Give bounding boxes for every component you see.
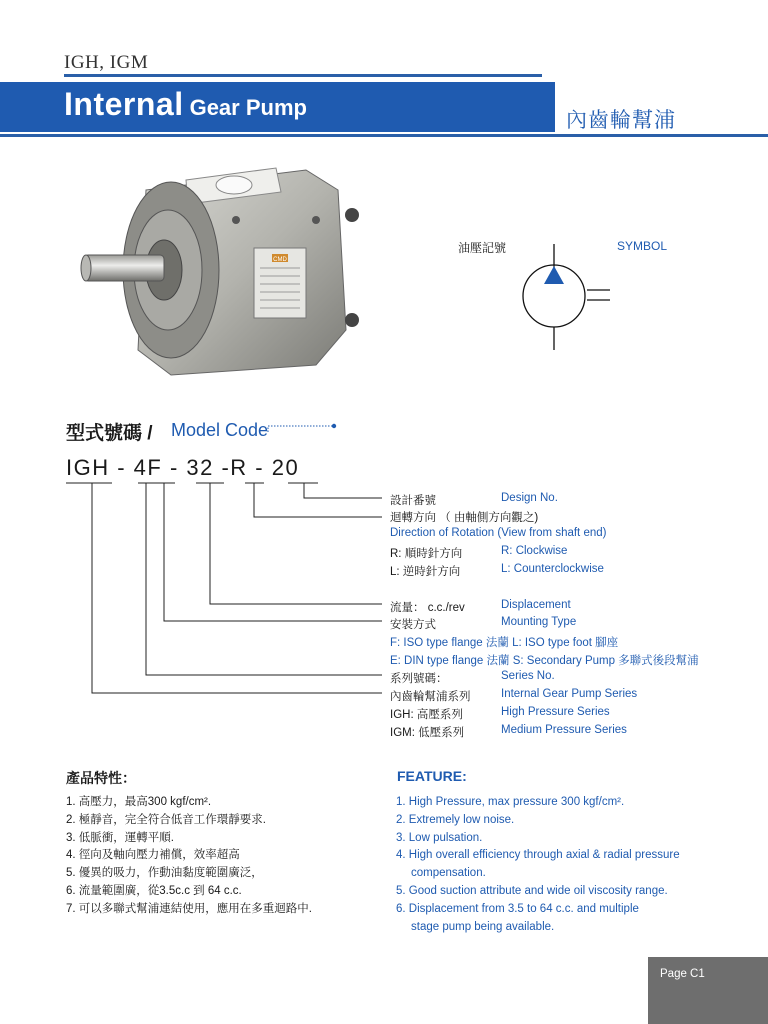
legend-ccw-zh: L: 逆時針方向 xyxy=(390,566,461,578)
legend-igm-zh: IGM: 低壓系列 xyxy=(390,727,465,739)
feature-en-item: 4. High overall efficiency through axial & radial pressure xyxy=(396,849,680,862)
feature-zh-item: 7. 可以多聯式幫浦連結使用，應用在多重迴路中. xyxy=(66,902,312,915)
feature-zh-item: 5. 優異的吸力，作動油黏度範圍廣泛， xyxy=(66,867,263,880)
legend-mounting-zh: 安裝方式 xyxy=(390,619,436,631)
page-title-sub: Gear Pump xyxy=(189,95,307,120)
page-number: Page C1 xyxy=(660,968,705,980)
legend-igm-en: Medium Pressure Series xyxy=(501,724,627,736)
feature-zh-item: 4. 徑向及軸向壓力補償，效率超高 xyxy=(66,849,240,862)
features-title-en: FEATURE: xyxy=(397,768,467,784)
feature-en-item: 3. Low pulsation. xyxy=(396,831,483,844)
legend-displacement-en: Displacement xyxy=(501,599,571,611)
legend-rotation-zh: 迴轉方向 （ 由軸側方向觀之) xyxy=(390,512,539,524)
legend-series-zh: 系列號碼： xyxy=(390,673,448,685)
legend-igh-en: High Pressure Series xyxy=(501,706,610,718)
page-title-zh: 內齒輪幫浦 xyxy=(566,109,676,132)
feature-en-item: 5. Good suction attribute and wide oil viscosity range. xyxy=(396,884,668,897)
dotted-leader xyxy=(266,422,344,436)
page-title xyxy=(64,86,307,123)
legend-ccw-en: L: Counterclockwise xyxy=(501,563,604,575)
feature-zh-item: 3. 低脈衝，運轉平順. xyxy=(66,831,174,844)
features-list-zh xyxy=(66,794,312,919)
feature-zh-item: 6. 流量範圍廣，從3.5c.c 到 64 c.c. xyxy=(66,884,242,897)
legend-igp-series-en: Internal Gear Pump Series xyxy=(501,688,638,700)
plate-logo: CMD xyxy=(273,257,287,263)
page-title-main: Internal xyxy=(64,86,184,122)
hydraulic-pump-symbol xyxy=(500,244,620,352)
symbol-label-en: SYMBOL xyxy=(617,239,668,253)
feature-zh-item: 2. 極靜音，完全符合低音工作環靜要求. xyxy=(66,813,266,826)
model-code-heading-zh: 型式號碼 / xyxy=(66,423,153,444)
legend-clockwise-en: R: Clockwise xyxy=(501,545,568,557)
feature-en-item: 1. High Pressure, max pressure 300 kgf/cm². xyxy=(396,796,625,808)
feature-en-item-continued: compensation. xyxy=(411,867,486,880)
feature-zh-item: 1. 高壓力，最高300 kgf/cm². xyxy=(66,796,212,808)
pump-photo xyxy=(76,160,366,385)
legend-igp-series-zh: 內齒輪幫浦系列 xyxy=(390,691,471,703)
series-title: IGH, IGM xyxy=(64,52,149,73)
legend-mounting-din: E: DIN type flange 法蘭 S: Secondary Pump 多聯式後段幫浦 xyxy=(390,655,699,667)
features-list-en xyxy=(396,794,680,936)
legend-mounting-en: Mounting Type xyxy=(501,616,577,628)
legend-rotation-en: Direction of Rotation (View from shaft end) xyxy=(390,527,607,539)
legend-design-no-zh: 設計番號 xyxy=(390,495,436,507)
model-code-heading-en: Model Code xyxy=(171,420,269,440)
legend-displacement-zh: 流量： c.c./rev xyxy=(390,602,465,614)
legend-series-en: Series No. xyxy=(501,670,555,682)
header-rule xyxy=(64,74,542,77)
feature-en-item-continued: stage pump being available. xyxy=(411,920,555,933)
feature-en-item: 2. Extremely low noise. xyxy=(396,813,515,826)
banner-bottom-rule xyxy=(0,134,768,137)
model-code: IGH - 4F - 32 -R - 20 xyxy=(66,455,300,480)
feature-en-item: 6. Displacement from 3.5 to 64 c.c. and multiple xyxy=(396,902,639,915)
legend-clockwise-zh: R: 順時針方向 xyxy=(390,548,463,560)
legend-mounting-iso: F: ISO type flange 法蘭 L: ISO type foot 腳座 xyxy=(390,637,619,649)
legend-igh-zh: IGH: 高壓系列 xyxy=(390,709,463,721)
legend-design-no-en: Design No. xyxy=(501,492,558,504)
features-title-zh: 產品特性： xyxy=(66,770,136,786)
symbol-label-zh: 油壓記號 xyxy=(458,241,507,255)
